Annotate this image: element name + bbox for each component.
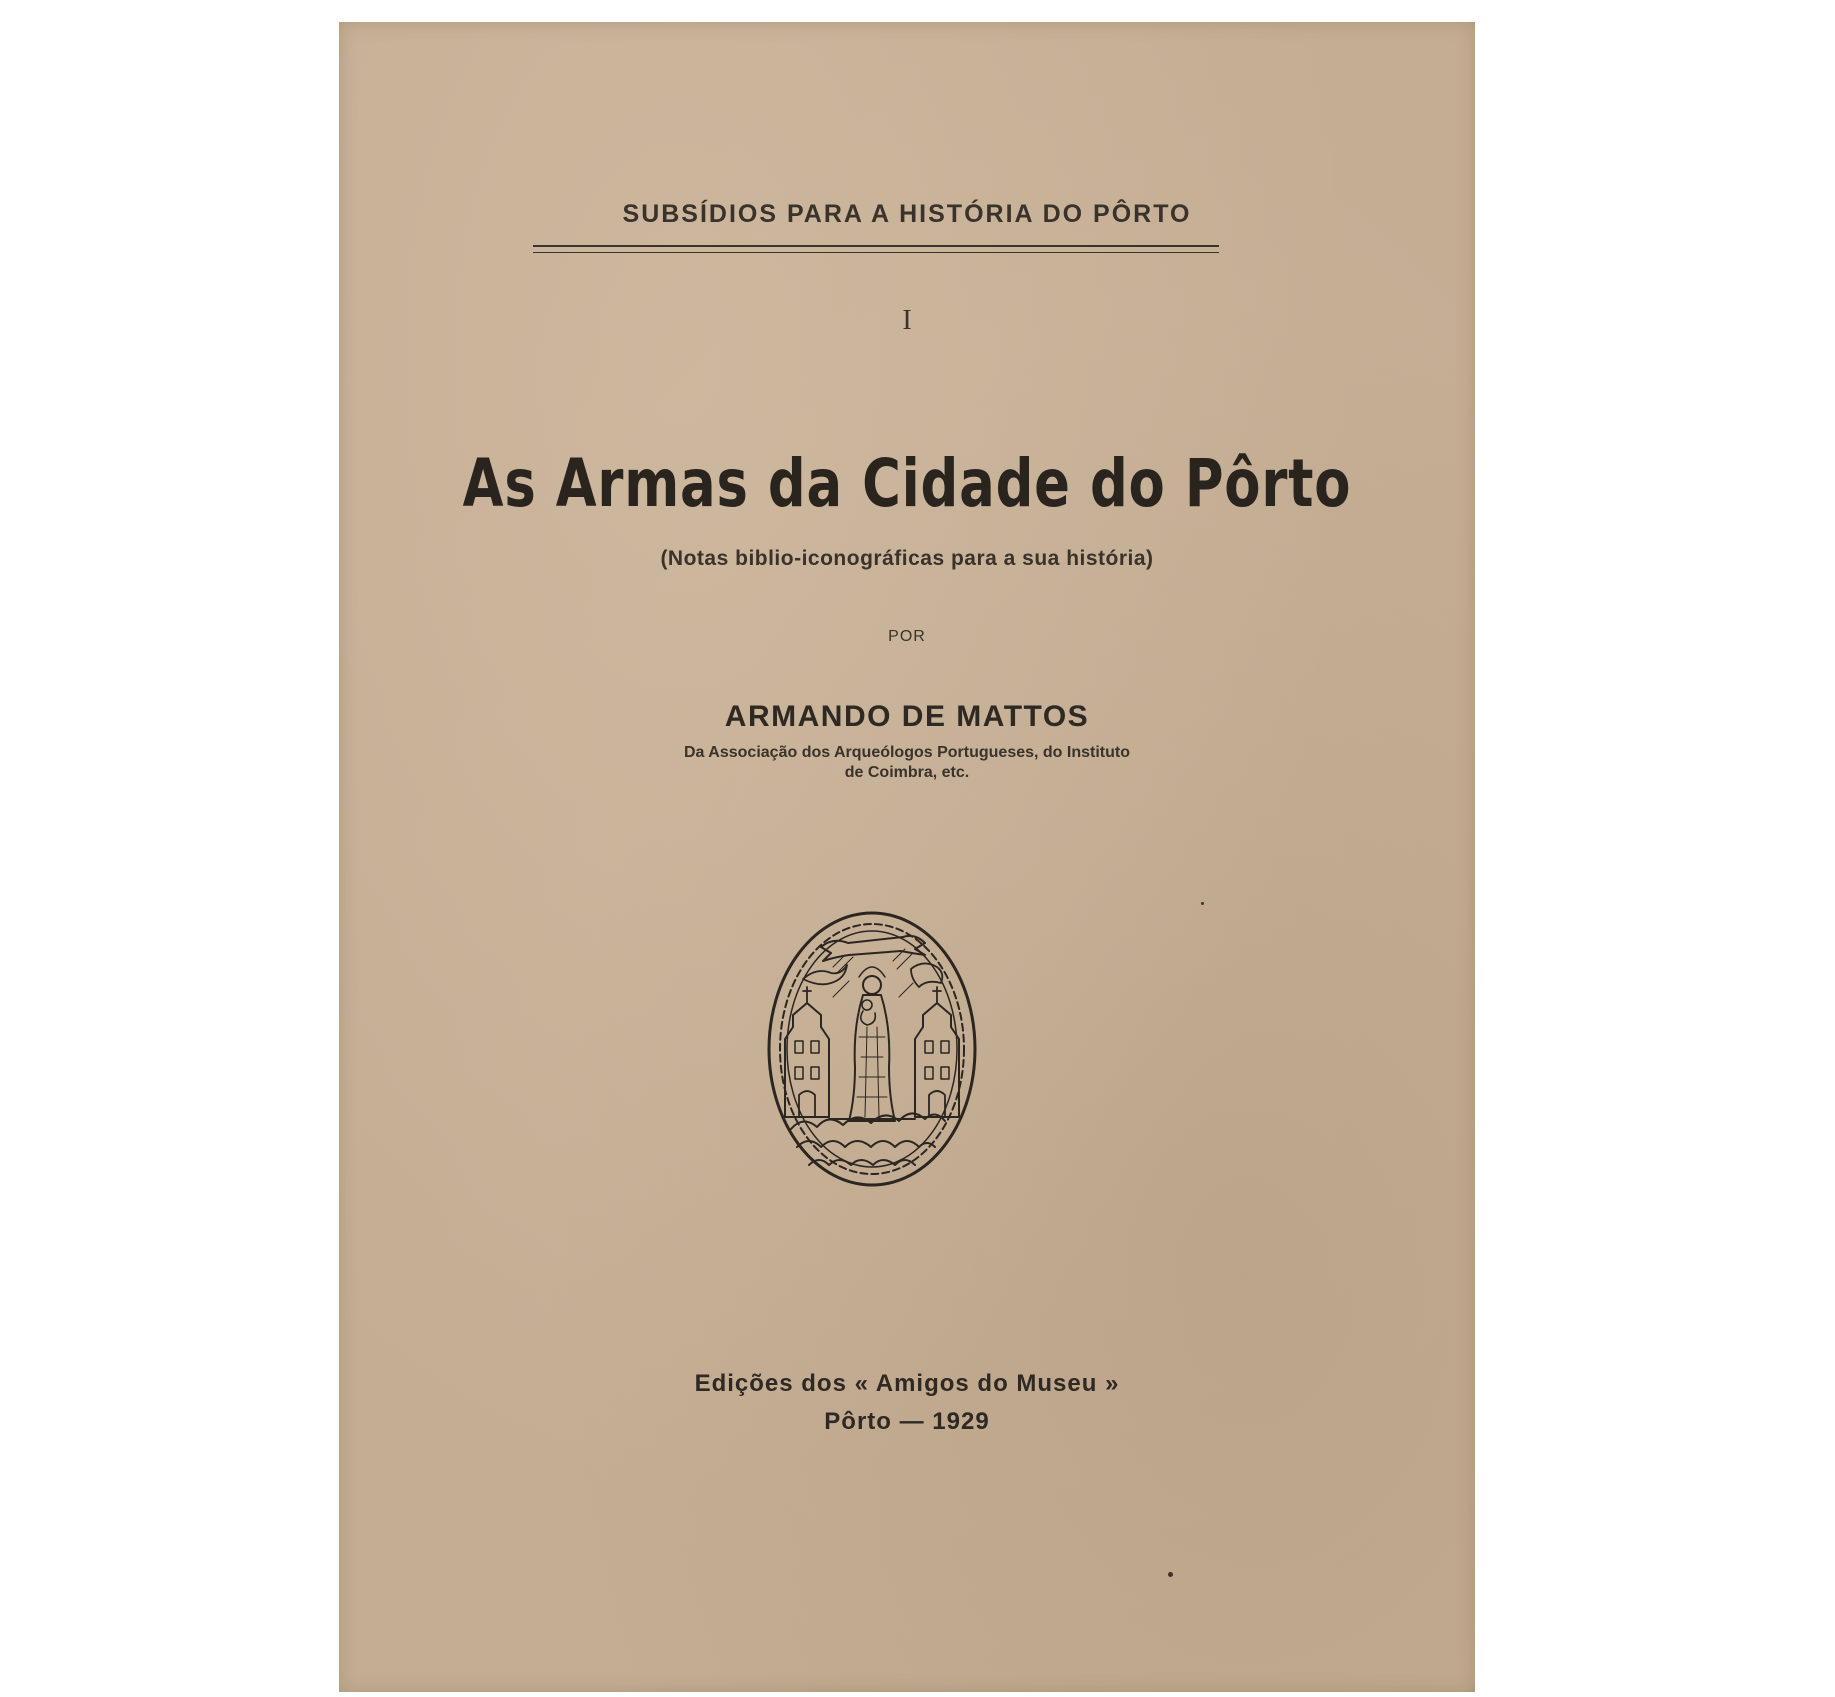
book-subtitle: (Notas biblio-iconográficas para a sua história) — [660, 547, 1154, 570]
author-affiliation — [339, 743, 1475, 783]
book-title: As Armas da Cidade do Pôrto — [462, 445, 1352, 522]
place-year: Pôrto — 1929 — [824, 1408, 990, 1435]
series-rule-thick — [533, 245, 1219, 247]
porto-coat-of-arms-seal-icon — [763, 907, 981, 1192]
book-cover — [339, 22, 1475, 1692]
publisher: Edições dos « Amigos do Museu » — [694, 1370, 1120, 1397]
affiliation-line-1: Da Associação dos Arqueólogos Portugueses, do Instituto — [684, 744, 1130, 761]
author-name: ARMANDO DE MATTOS — [724, 700, 1090, 733]
ink-speck — [1168, 1572, 1173, 1577]
series-title: SUBSÍDIOS PARA A HISTÓRIA DO PÔRTO — [622, 200, 1192, 228]
ink-speck — [1201, 902, 1204, 905]
by-label: POR — [888, 628, 926, 645]
volume-number: I — [902, 305, 912, 336]
imprint — [339, 1365, 1475, 1441]
affiliation-line-2: de Coimbra, etc. — [844, 764, 970, 781]
series-rule-thin — [533, 252, 1219, 253]
